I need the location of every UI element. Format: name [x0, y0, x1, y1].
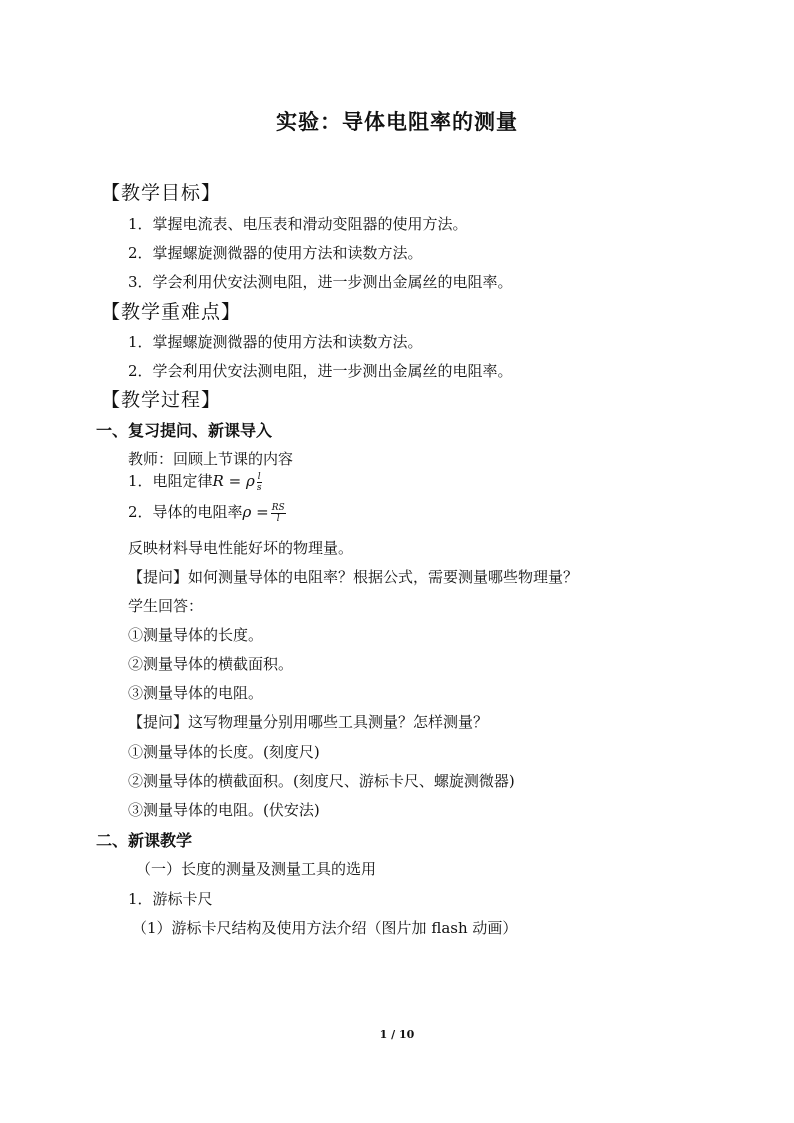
- resistivity-denominator: l: [276, 513, 280, 524]
- tool-item: ②测量导体的横截面积。(刻度尺、游标卡尺、螺旋测微器): [128, 772, 515, 790]
- answer-item: ③测量导体的电阻。: [128, 684, 264, 702]
- goal-item: 1．掌握电流表、电压表和滑动变阻器的使用方法。: [128, 215, 468, 233]
- resistivity-formula-lhs: ρ =: [242, 503, 269, 521]
- tool-item: ③测量导体的电阻。(伏安法): [128, 801, 320, 819]
- question-1: 【提问】如何测量导体的电阻率？根据公式，需要测量哪些物理量？: [128, 568, 579, 586]
- page-number: 1 / 10: [379, 1028, 415, 1041]
- section-heading-keypoints: 【教学重难点】: [101, 301, 242, 323]
- tool-item: ①测量导体的长度。(刻度尺): [128, 743, 320, 761]
- section-heading-process: 【教学过程】: [101, 389, 222, 411]
- answer-item: ①测量导体的长度。: [128, 626, 264, 644]
- law-numerator: l: [257, 471, 261, 482]
- resistivity-label: 2．导体的电阻率: [128, 503, 243, 521]
- law-label: 1．电阻定律: [128, 472, 213, 490]
- law-fraction: [257, 472, 262, 493]
- list-item: 1．游标卡尺: [128, 890, 213, 908]
- part2-heading: 二、新课教学: [96, 831, 193, 850]
- goal-item: 3．学会利用伏安法测电阻，进一步测出金属丝的电阻率。: [128, 273, 513, 291]
- keypoint-item: 1．掌握螺旋测微器的使用方法和读数方法。: [128, 333, 423, 351]
- reflect-line: 反映材料导电性能好坏的物理量。: [128, 539, 354, 557]
- resistivity-line: [128, 501, 286, 524]
- resistivity-numerator: RS: [271, 502, 285, 513]
- part1-heading: 一、复习提问、新课导入: [96, 421, 273, 440]
- page-title: 实验：导体电阻率的测量: [276, 110, 518, 134]
- keypoint-item: 2．学会利用伏安法测电阻，进一步测出金属丝的电阻率。: [128, 362, 513, 380]
- law-denominator: s: [256, 482, 262, 493]
- resistivity-fraction: [271, 503, 286, 524]
- student-answer-label: 学生回答：: [128, 597, 204, 615]
- section-heading-goals: 【教学目标】: [101, 182, 222, 204]
- law-formula-lhs: R = ρ: [212, 472, 255, 490]
- question-2: 【提问】这写物理量分别用哪些工具测量？怎样测量？: [128, 713, 489, 731]
- answer-item: ②测量导体的横截面积。: [128, 655, 294, 673]
- resistance-law-line: [128, 470, 262, 493]
- teacher-line: 教师：回顾上节课的内容: [128, 450, 294, 468]
- list-subitem: （1）游标卡尺结构及使用方法介绍（图片加 flash 动画）: [132, 919, 518, 937]
- subsection-heading: （一）长度的测量及测量工具的选用: [136, 860, 377, 878]
- goal-item: 2．掌握螺旋测微器的使用方法和读数方法。: [128, 244, 423, 262]
